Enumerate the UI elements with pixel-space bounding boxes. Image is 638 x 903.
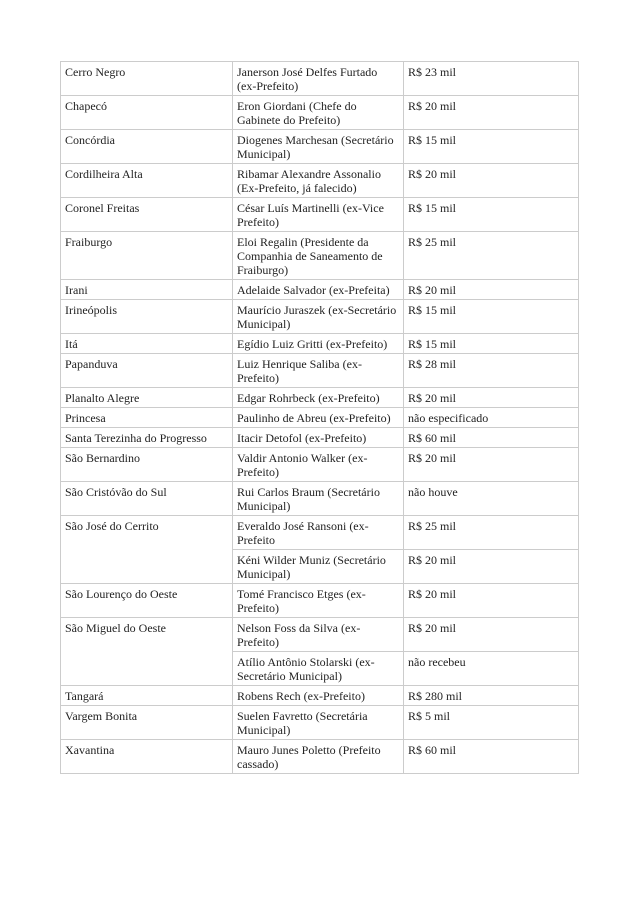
municipality-cell: Princesa [61,408,233,428]
beneficiary-cell: Paulinho de Abreu (ex-Prefeito) [233,408,404,428]
table-row [61,130,579,164]
table-row [61,198,579,232]
beneficiary-cell: Kéni Wilder Muniz (Secretário Municipal) [233,550,404,584]
beneficiary-cell: Janerson José Delfes Furtado (ex-Prefeito) [233,62,404,96]
municipality-cell: Cordilheira Alta [61,164,233,198]
beneficiary-cell: Tomé Francisco Etges (ex-Prefeito) [233,584,404,618]
beneficiary-cell: Diogenes Marchesan (Secretário Municipal) [233,130,404,164]
amount-cell: não especificado [404,408,579,428]
amount-cell: R$ 20 mil [404,280,579,300]
table-row [61,516,579,550]
table-row [61,300,579,334]
municipality-cell: Cerro Negro [61,62,233,96]
municipality-cell: São José do Cerrito [61,516,233,584]
municipality-cell: Fraiburgo [61,232,233,280]
table-row [61,62,579,96]
amount-cell: R$ 15 mil [404,300,579,334]
municipality-cell: Itá [61,334,233,354]
beneficiary-cell: Eloi Regalin (Presidente da Companhia de Saneamento de Fraiburgo) [233,232,404,280]
table-row [61,388,579,408]
amount-cell: R$ 20 mil [404,550,579,584]
table-row [61,584,579,618]
amount-cell: R$ 28 mil [404,354,579,388]
amount-cell: R$ 20 mil [404,388,579,408]
amount-cell: R$ 20 mil [404,618,579,652]
amount-cell: R$ 20 mil [404,96,579,130]
amount-cell: R$ 280 mil [404,686,579,706]
table-row [61,408,579,428]
amount-cell: não recebeu [404,652,579,686]
payments-table [60,61,579,774]
table-row [61,448,579,482]
table-body [61,62,579,774]
beneficiary-cell: Suelen Favretto (Secretária Municipal) [233,706,404,740]
table-row [61,232,579,280]
amount-cell: R$ 25 mil [404,516,579,550]
municipality-cell: Tangará [61,686,233,706]
table-row [61,740,579,774]
beneficiary-cell: Robens Rech (ex-Prefeito) [233,686,404,706]
beneficiary-cell: Valdir Antonio Walker (ex-Prefeito) [233,448,404,482]
beneficiary-cell: Edgar Rohrbeck (ex-Prefeito) [233,388,404,408]
table-row [61,354,579,388]
municipality-cell: Vargem Bonita [61,706,233,740]
beneficiary-cell: Egídio Luiz Gritti (ex-Prefeito) [233,334,404,354]
amount-cell: R$ 60 mil [404,740,579,774]
amount-cell: R$ 15 mil [404,334,579,354]
table-row [61,686,579,706]
beneficiary-cell: Rui Carlos Braum (Secretário Municipal) [233,482,404,516]
table-row [61,96,579,130]
municipality-cell: Santa Terezinha do Progresso [61,428,233,448]
amount-cell: R$ 15 mil [404,130,579,164]
table-row [61,482,579,516]
amount-cell: R$ 20 mil [404,164,579,198]
amount-cell: R$ 25 mil [404,232,579,280]
amount-cell: R$ 23 mil [404,62,579,96]
amount-cell: não houve [404,482,579,516]
municipality-cell: Xavantina [61,740,233,774]
beneficiary-cell: Eron Giordani (Chefe do Gabinete do Prefeito) [233,96,404,130]
municipality-cell: São Cristóvão do Sul [61,482,233,516]
beneficiary-cell: Atílio Antônio Stolarski (ex-Secretário Municipal) [233,652,404,686]
municipality-cell: Irani [61,280,233,300]
beneficiary-cell: César Luís Martinelli (ex-Vice Prefeito) [233,198,404,232]
municipality-cell: Papanduva [61,354,233,388]
amount-cell: R$ 20 mil [404,584,579,618]
municipality-cell: Concórdia [61,130,233,164]
beneficiary-cell: Everaldo José Ransoni (ex-Prefeito [233,516,404,550]
municipality-cell: Coronel Freitas [61,198,233,232]
table-row [61,618,579,652]
table-row [61,706,579,740]
amount-cell: R$ 60 mil [404,428,579,448]
amount-cell: R$ 15 mil [404,198,579,232]
beneficiary-cell: Luiz Henrique Saliba (ex-Prefeito) [233,354,404,388]
beneficiary-cell: Mauro Junes Poletto (Prefeito cassado) [233,740,404,774]
amount-cell: R$ 5 mil [404,706,579,740]
municipality-cell: Planalto Alegre [61,388,233,408]
table-row [61,164,579,198]
municipality-cell: São Lourenço do Oeste [61,584,233,618]
municipality-cell: Chapecó [61,96,233,130]
beneficiary-cell: Ribamar Alexandre Assonalio (Ex-Prefeito, já falecido) [233,164,404,198]
beneficiary-cell: Maurício Juraszek (ex-Secretário Municipal) [233,300,404,334]
table-row [61,428,579,448]
municipality-cell: Irineópolis [61,300,233,334]
beneficiary-cell: Adelaide Salvador (ex-Prefeita) [233,280,404,300]
table-row [61,280,579,300]
beneficiary-cell: Itacir Detofol (ex-Prefeito) [233,428,404,448]
beneficiary-cell: Nelson Foss da Silva (ex-Prefeito) [233,618,404,652]
municipality-cell: São Miguel do Oeste [61,618,233,686]
amount-cell: R$ 20 mil [404,448,579,482]
municipality-cell: São Bernardino [61,448,233,482]
table-row [61,334,579,354]
